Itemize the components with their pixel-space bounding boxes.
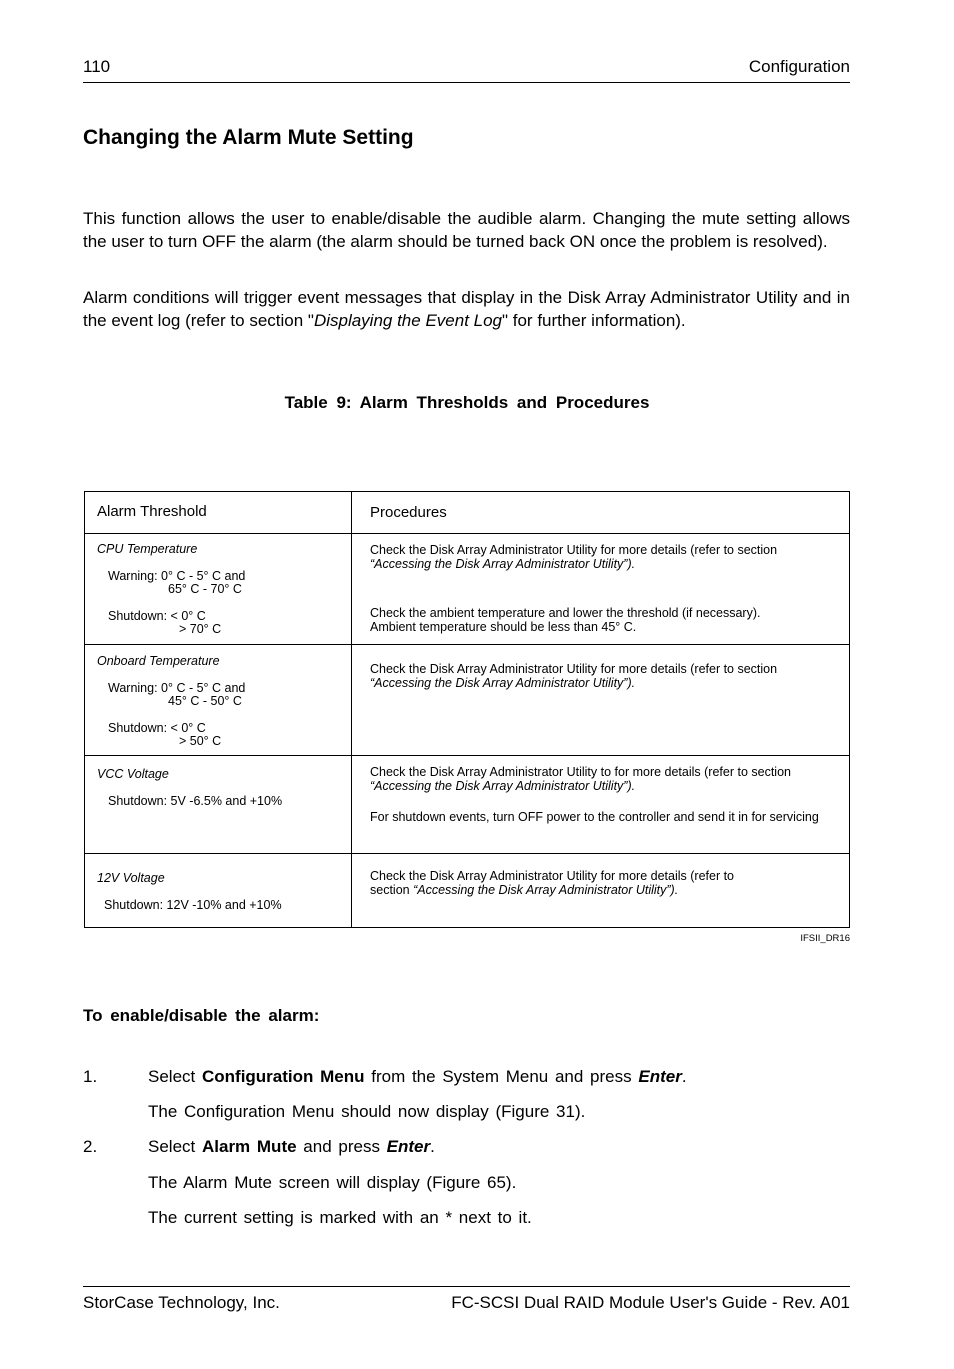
configuration-menu-label: Configuration Menu [201,1067,365,1086]
vcc-label: VCC Voltage [97,767,169,781]
step-1-pre: Select [148,1067,202,1086]
footer-rule [83,1286,850,1287]
cpu-threshold-cell [85,534,352,645]
v12-proc-1: Check the Disk Array Administrator Utility for more details (refer to [370,869,735,883]
header-procedures: Procedures [352,492,850,534]
onboard-warning-range: 45° C - 50° C [168,694,242,709]
section-name: Configuration [748,57,850,76]
alarm-thresholds-table [84,491,850,928]
table-row [85,854,850,928]
v12-proc-1-ref: “Accessing the Disk Array Administrator Utility”). [413,882,679,897]
cpu-proc-1-ref: “Accessing the Disk Array Administrator Utility”). [370,556,636,571]
step-number: 2. [83,1137,98,1156]
step-2 [148,1137,435,1157]
onboard-warning: Warning: 0° C - 5° C and [108,680,246,695]
intro-paragraph: This function allows the user to enable/disable the audible alarm. Changing the mute setting allows the user to turn OFF the alarm (the alarm should be turned back ON once the problem is resolved). [83,209,850,251]
table-row [85,534,850,645]
cpu-label: CPU Temperature [97,542,198,556]
vcc-procedure-cell [352,756,850,854]
vcc-proc-2: For shutdown events, turn OFF power to the controller and send it in for servicing [370,810,819,825]
enter-key: Enter [386,1137,431,1156]
step-2-pre: Select [148,1137,202,1156]
paragraph-text: Alarm conditions will trigger event messages that display in the Disk Array Administrator Utility and in the event log (refer to section " [83,288,850,330]
onboard-shutdown-range: > 50° C [179,734,222,749]
footer-guide-title: FC-SCSI Dual RAID Module User's Guide - Rev. A01 [451,1293,850,1312]
step-number: 1. [83,1067,98,1086]
onboard-threshold-cell [85,645,352,756]
header-alarm-threshold: Alarm Threshold [85,492,352,534]
v12-threshold-cell [85,854,352,928]
cpu-procedure-cell [352,534,850,645]
step-2-note-1: The Alarm Mute screen will display (Figure 65). [148,1173,517,1192]
cpu-proc-2: Check the ambient temperature and lower the threshold (if necessary). [370,606,761,621]
v12-label: 12V Voltage [97,871,165,885]
cpu-warning: Warning: 0° C - 5° C and [108,568,246,583]
vcc-shutdown: Shutdown: 5V -6.5% and +10% [108,793,283,808]
v12-procedure-cell [352,854,850,928]
cpu-proc-1: Check the Disk Array Administrator Utility for more details (refer to section [370,543,778,557]
cpu-shutdown-range: > 70° C [179,622,222,637]
page-title: Changing the Alarm Mute Setting [83,126,414,149]
step-1-note: The Configuration Menu should now display (Figure 31). [148,1102,586,1121]
step-1-end: . [681,1067,687,1086]
alarm-conditions-paragraph [83,287,850,332]
cpu-warning-range: 65° C - 70° C [168,582,242,597]
table-row [85,756,850,854]
header-rule [83,82,850,83]
table-header-row [85,492,850,534]
step-2-mid: and press [296,1137,387,1156]
onboard-procedure-cell [352,645,850,756]
table-row [85,645,850,756]
v12-proc-1-section: section [370,882,414,897]
alarm-mute-label: Alarm Mute [201,1137,297,1156]
onboard-label: Onboard Temperature [97,654,220,668]
step-2-end: . [430,1137,435,1156]
paragraph-text-end: " for further information). [502,310,686,330]
vcc-proc-1-ref: “Accessing the Disk Array Administrator Utility”). [370,778,636,793]
step-1 [148,1067,687,1087]
step-1-mid: from the System Menu and press [364,1067,639,1086]
figure-code: IFSII_DR16 [800,933,850,944]
vcc-threshold-cell [85,756,352,854]
subheading: To enable/disable the alarm: [83,1006,320,1025]
cpu-shutdown: Shutdown: < 0° C [108,608,206,623]
event-log-reference: Displaying the Event Log [313,310,502,330]
table-title: Table 9: Alarm Thresholds and Procedures [284,393,650,412]
onboard-proc-1: Check the Disk Array Administrator Utility for more details (refer to section [370,662,778,676]
v12-shutdown: Shutdown: 12V -10% and +10% [104,897,282,912]
footer-company: StorCase Technology, Inc. [83,1293,280,1312]
onboard-proc-1-ref: “Accessing the Disk Array Administrator Utility”). [370,675,636,690]
vcc-proc-1: Check the Disk Array Administrator Utility to for more details (refer to section [370,765,791,779]
v12-proc-1-line2 [370,884,833,898]
enter-key: Enter [638,1067,682,1086]
onboard-shutdown: Shutdown: < 0° C [108,720,206,735]
cpu-proc-2-ambient: Ambient temperature should be less than 45° C. [370,619,637,634]
page-number: 110 [83,57,111,76]
step-2-note-2: The current setting is marked with an * next to it. [148,1208,532,1227]
